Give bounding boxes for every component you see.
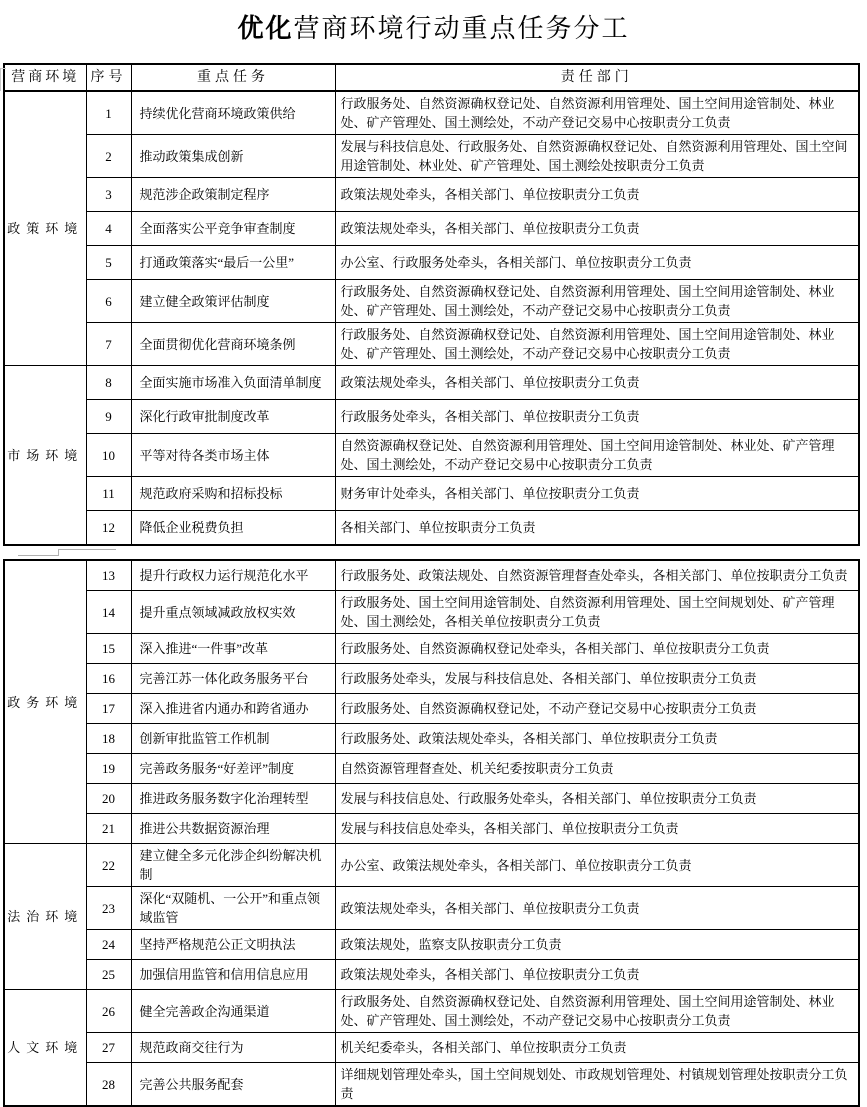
row-number-cell: 22 (86, 844, 131, 887)
row-number-cell: 1 (86, 91, 131, 135)
department-cell: 行政服务处、自然资源确权登记处、自然资源利用管理处、国土空间用途管制处、林业处、矿产管理处、国土测绘处，不动产登记交易中心按职责分工负责 (335, 323, 859, 366)
department-cell: 政策法规处牵头，各相关部门、单位按职责分工负责 (335, 212, 859, 246)
task-cell: 降低企业税费负担 (131, 511, 335, 546)
department-cell: 发展与科技信息处牵头，各相关部门、单位按职责分工负责 (335, 814, 859, 844)
table-row (4, 591, 859, 634)
department-cell: 发展与科技信息处、行政服务处牵头，各相关部门、单位按职责分工负责 (335, 784, 859, 814)
task-cell: 坚持严格规范公正文明执法 (131, 930, 335, 960)
department-cell: 政策法规处牵头，各相关部门、单位按职责分工负责 (335, 960, 859, 990)
row-number-cell: 8 (86, 366, 131, 400)
table-row (4, 1033, 859, 1063)
table-row (4, 634, 859, 664)
table-row (4, 930, 859, 960)
table-row (4, 887, 859, 930)
task-cell: 规范涉企政策制定程序 (131, 178, 335, 212)
task-cell: 完善政务服务“好差评”制度 (131, 754, 335, 784)
department-cell: 行政服务处、自然资源确权登记处、自然资源利用管理处、国土空间用途管制处、林业处、矿产管理处、国土测绘处，不动产登记交易中心按职责分工负责 (335, 91, 859, 135)
department-cell: 行政服务处、自然资源确权登记处，不动产登记交易中心按职责分工负责 (335, 694, 859, 724)
row-number-cell: 13 (86, 560, 131, 591)
table-row (4, 477, 859, 511)
table-row (4, 844, 859, 887)
row-number-cell: 27 (86, 1033, 131, 1063)
task-cell: 全面贯彻优化营商环境条例 (131, 323, 335, 366)
task-table-block-2 (3, 559, 860, 1107)
task-cell: 建立健全多元化涉企纠纷解决机制 (131, 844, 335, 887)
task-cell: 提升重点领域减政放权实效 (131, 591, 335, 634)
department-cell: 行政服务处、国土空间用途管制处、自然资源利用管理处、国土空间规划处、矿产管理处、国土测绘处，各相关单位按职责分工负责 (335, 591, 859, 634)
category-cell: 政策环境 (4, 91, 86, 366)
table-row (4, 724, 859, 754)
header-cell-department: 责任部门 (335, 64, 859, 91)
department-cell: 行政服务处牵头，各相关部门、单位按职责分工负责 (335, 400, 859, 434)
task-cell: 建立健全政策评估制度 (131, 280, 335, 323)
task-cell: 全面实施市场准入负面清单制度 (131, 366, 335, 400)
header-cell-task: 重点任务 (131, 64, 335, 91)
task-cell: 推进政务服务数字化治理转型 (131, 784, 335, 814)
row-number-cell: 6 (86, 280, 131, 323)
row-number-cell: 2 (86, 135, 131, 178)
row-number-cell: 16 (86, 664, 131, 694)
table-row (4, 814, 859, 844)
page-title-emphasis: 优化 (237, 14, 294, 43)
row-number-cell: 9 (86, 400, 131, 434)
category-cell: 政务环境 (4, 560, 86, 844)
task-cell: 健全完善政企沟通渠道 (131, 990, 335, 1033)
row-number-cell: 23 (86, 887, 131, 930)
table-row (4, 135, 859, 178)
department-cell: 行政服务处、自然资源确权登记处牵头，各相关部门、单位按职责分工负责 (335, 634, 859, 664)
task-cell: 持续优化营商环境政策供给 (131, 91, 335, 135)
row-number-cell: 14 (86, 591, 131, 634)
department-cell: 办公室、政策法规处牵头，各相关部门、单位按职责分工负责 (335, 844, 859, 887)
task-cell: 深入推进省内通办和跨省通办 (131, 694, 335, 724)
task-cell: 深入推进“一件事”改革 (131, 634, 335, 664)
tables-container (0, 63, 867, 1107)
row-number-cell: 18 (86, 724, 131, 754)
page-title-rest: 营商环境行动重点任务分工 (293, 14, 630, 43)
row-number-cell: 15 (86, 634, 131, 664)
table-row (4, 178, 859, 212)
row-number-cell: 17 (86, 694, 131, 724)
department-cell: 行政服务处、政策法规处、自然资源管理督查处牵头，各相关部门、单位按职责分工负责 (335, 560, 859, 591)
table-row (4, 511, 859, 546)
row-number-cell: 19 (86, 754, 131, 784)
table-row (4, 694, 859, 724)
department-cell: 政策法规处牵头，各相关部门、单位按职责分工负责 (335, 887, 859, 930)
task-cell: 推动政策集成创新 (131, 135, 335, 178)
table-row (4, 400, 859, 434)
row-number-cell: 28 (86, 1063, 131, 1107)
category-cell: 市场环境 (4, 366, 86, 546)
table-row (4, 434, 859, 477)
document-page (0, 10, 867, 1101)
department-cell: 行政服务处牵头，发展与科技信息处、各相关部门、单位按职责分工负责 (335, 664, 859, 694)
row-number-cell: 25 (86, 960, 131, 990)
row-number-cell: 7 (86, 323, 131, 366)
task-cell: 深化行政审批制度改革 (131, 400, 335, 434)
table-row (4, 323, 859, 366)
header-cell-number: 序号 (86, 64, 131, 91)
table-row (4, 664, 859, 694)
table-row (4, 212, 859, 246)
task-cell: 提升行政权力运行规范化水平 (131, 560, 335, 591)
department-cell: 各相关部门、单位按职责分工负责 (335, 511, 859, 546)
department-cell: 行政服务处、自然资源确权登记处、自然资源利用管理处、国土空间用途管制处、林业处、矿产管理处、国土测绘处，不动产登记交易中心按职责分工负责 (335, 990, 859, 1033)
task-cell: 创新审批监管工作机制 (131, 724, 335, 754)
table-row (4, 960, 859, 990)
department-cell: 财务审计处牵头，各相关部门、单位按职责分工负责 (335, 477, 859, 511)
table-row (4, 990, 859, 1033)
row-number-cell: 26 (86, 990, 131, 1033)
table-header-row (4, 64, 859, 91)
department-cell: 自然资源管理督查处、机关纪委按职责分工负责 (335, 754, 859, 784)
category-cell: 法治环境 (4, 844, 86, 990)
row-number-cell: 20 (86, 784, 131, 814)
gap-gray-line (58, 549, 116, 550)
table-row (4, 560, 859, 591)
row-number-cell: 12 (86, 511, 131, 546)
table-anchor-artifact (0, 68, 6, 91)
department-cell: 办公室、行政服务处牵头，各相关部门、单位按职责分工负责 (335, 246, 859, 280)
table-row (4, 754, 859, 784)
gap-gray-line (58, 549, 59, 556)
task-cell: 全面落实公平竞争审查制度 (131, 212, 335, 246)
department-cell: 自然资源确权登记处、自然资源利用管理处、国土空间用途管制处、林业处、矿产管理处、国土测绘处，不动产登记交易中心按职责分工负责 (335, 434, 859, 477)
page-title (0, 10, 867, 48)
department-cell: 政策法规处，监察支队按职责分工负责 (335, 930, 859, 960)
task-cell: 打通政策落实“最后一公里” (131, 246, 335, 280)
header-cell-environment: 营商环境 (4, 64, 86, 91)
table-row (4, 246, 859, 280)
table-row (4, 280, 859, 323)
row-number-cell: 21 (86, 814, 131, 844)
table-row (4, 1063, 859, 1107)
department-cell: 政策法规处牵头，各相关部门、单位按职责分工负责 (335, 178, 859, 212)
row-number-cell: 24 (86, 930, 131, 960)
table-row (4, 366, 859, 400)
department-cell: 政策法规处牵头，各相关部门、单位按职责分工负责 (335, 366, 859, 400)
table-row (4, 91, 859, 135)
department-cell: 行政服务处、政策法规处牵头，各相关部门、单位按职责分工负责 (335, 724, 859, 754)
department-cell: 行政服务处、自然资源确权登记处、自然资源利用管理处、国土空间用途管制处、林业处、矿产管理处、国土测绘处，不动产登记交易中心按职责分工负责 (335, 280, 859, 323)
gap-gray-line (18, 555, 58, 556)
row-number-cell: 11 (86, 477, 131, 511)
department-cell: 机关纪委牵头，各相关部门、单位按职责分工负责 (335, 1033, 859, 1063)
task-cell: 平等对待各类市场主体 (131, 434, 335, 477)
task-cell: 规范政商交往行为 (131, 1033, 335, 1063)
task-cell: 完善江苏一体化政务服务平台 (131, 664, 335, 694)
row-number-cell: 4 (86, 212, 131, 246)
task-cell: 完善公共服务配套 (131, 1063, 335, 1107)
task-cell: 加强信用监管和信用信息应用 (131, 960, 335, 990)
table-row (4, 784, 859, 814)
task-cell: 推进公共数据资源治理 (131, 814, 335, 844)
department-cell: 详细规划管理处牵头，国土空间规划处、市政规划管理处、村镇规划管理处按职责分工负责 (335, 1063, 859, 1107)
row-number-cell: 3 (86, 178, 131, 212)
category-cell: 人文环境 (4, 990, 86, 1107)
department-cell: 发展与科技信息处、行政服务处、自然资源确权登记处、自然资源利用管理处、国土空间用途管制处、林业处、矿产管理处、国土测绘处按职责分工负责 (335, 135, 859, 178)
row-number-cell: 10 (86, 434, 131, 477)
task-cell: 规范政府采购和招标投标 (131, 477, 335, 511)
row-number-cell: 5 (86, 246, 131, 280)
task-table-block-1 (3, 63, 860, 546)
table-gap-artifact (3, 546, 867, 559)
task-cell: 深化“双随机、一公开”和重点领域监管 (131, 887, 335, 930)
